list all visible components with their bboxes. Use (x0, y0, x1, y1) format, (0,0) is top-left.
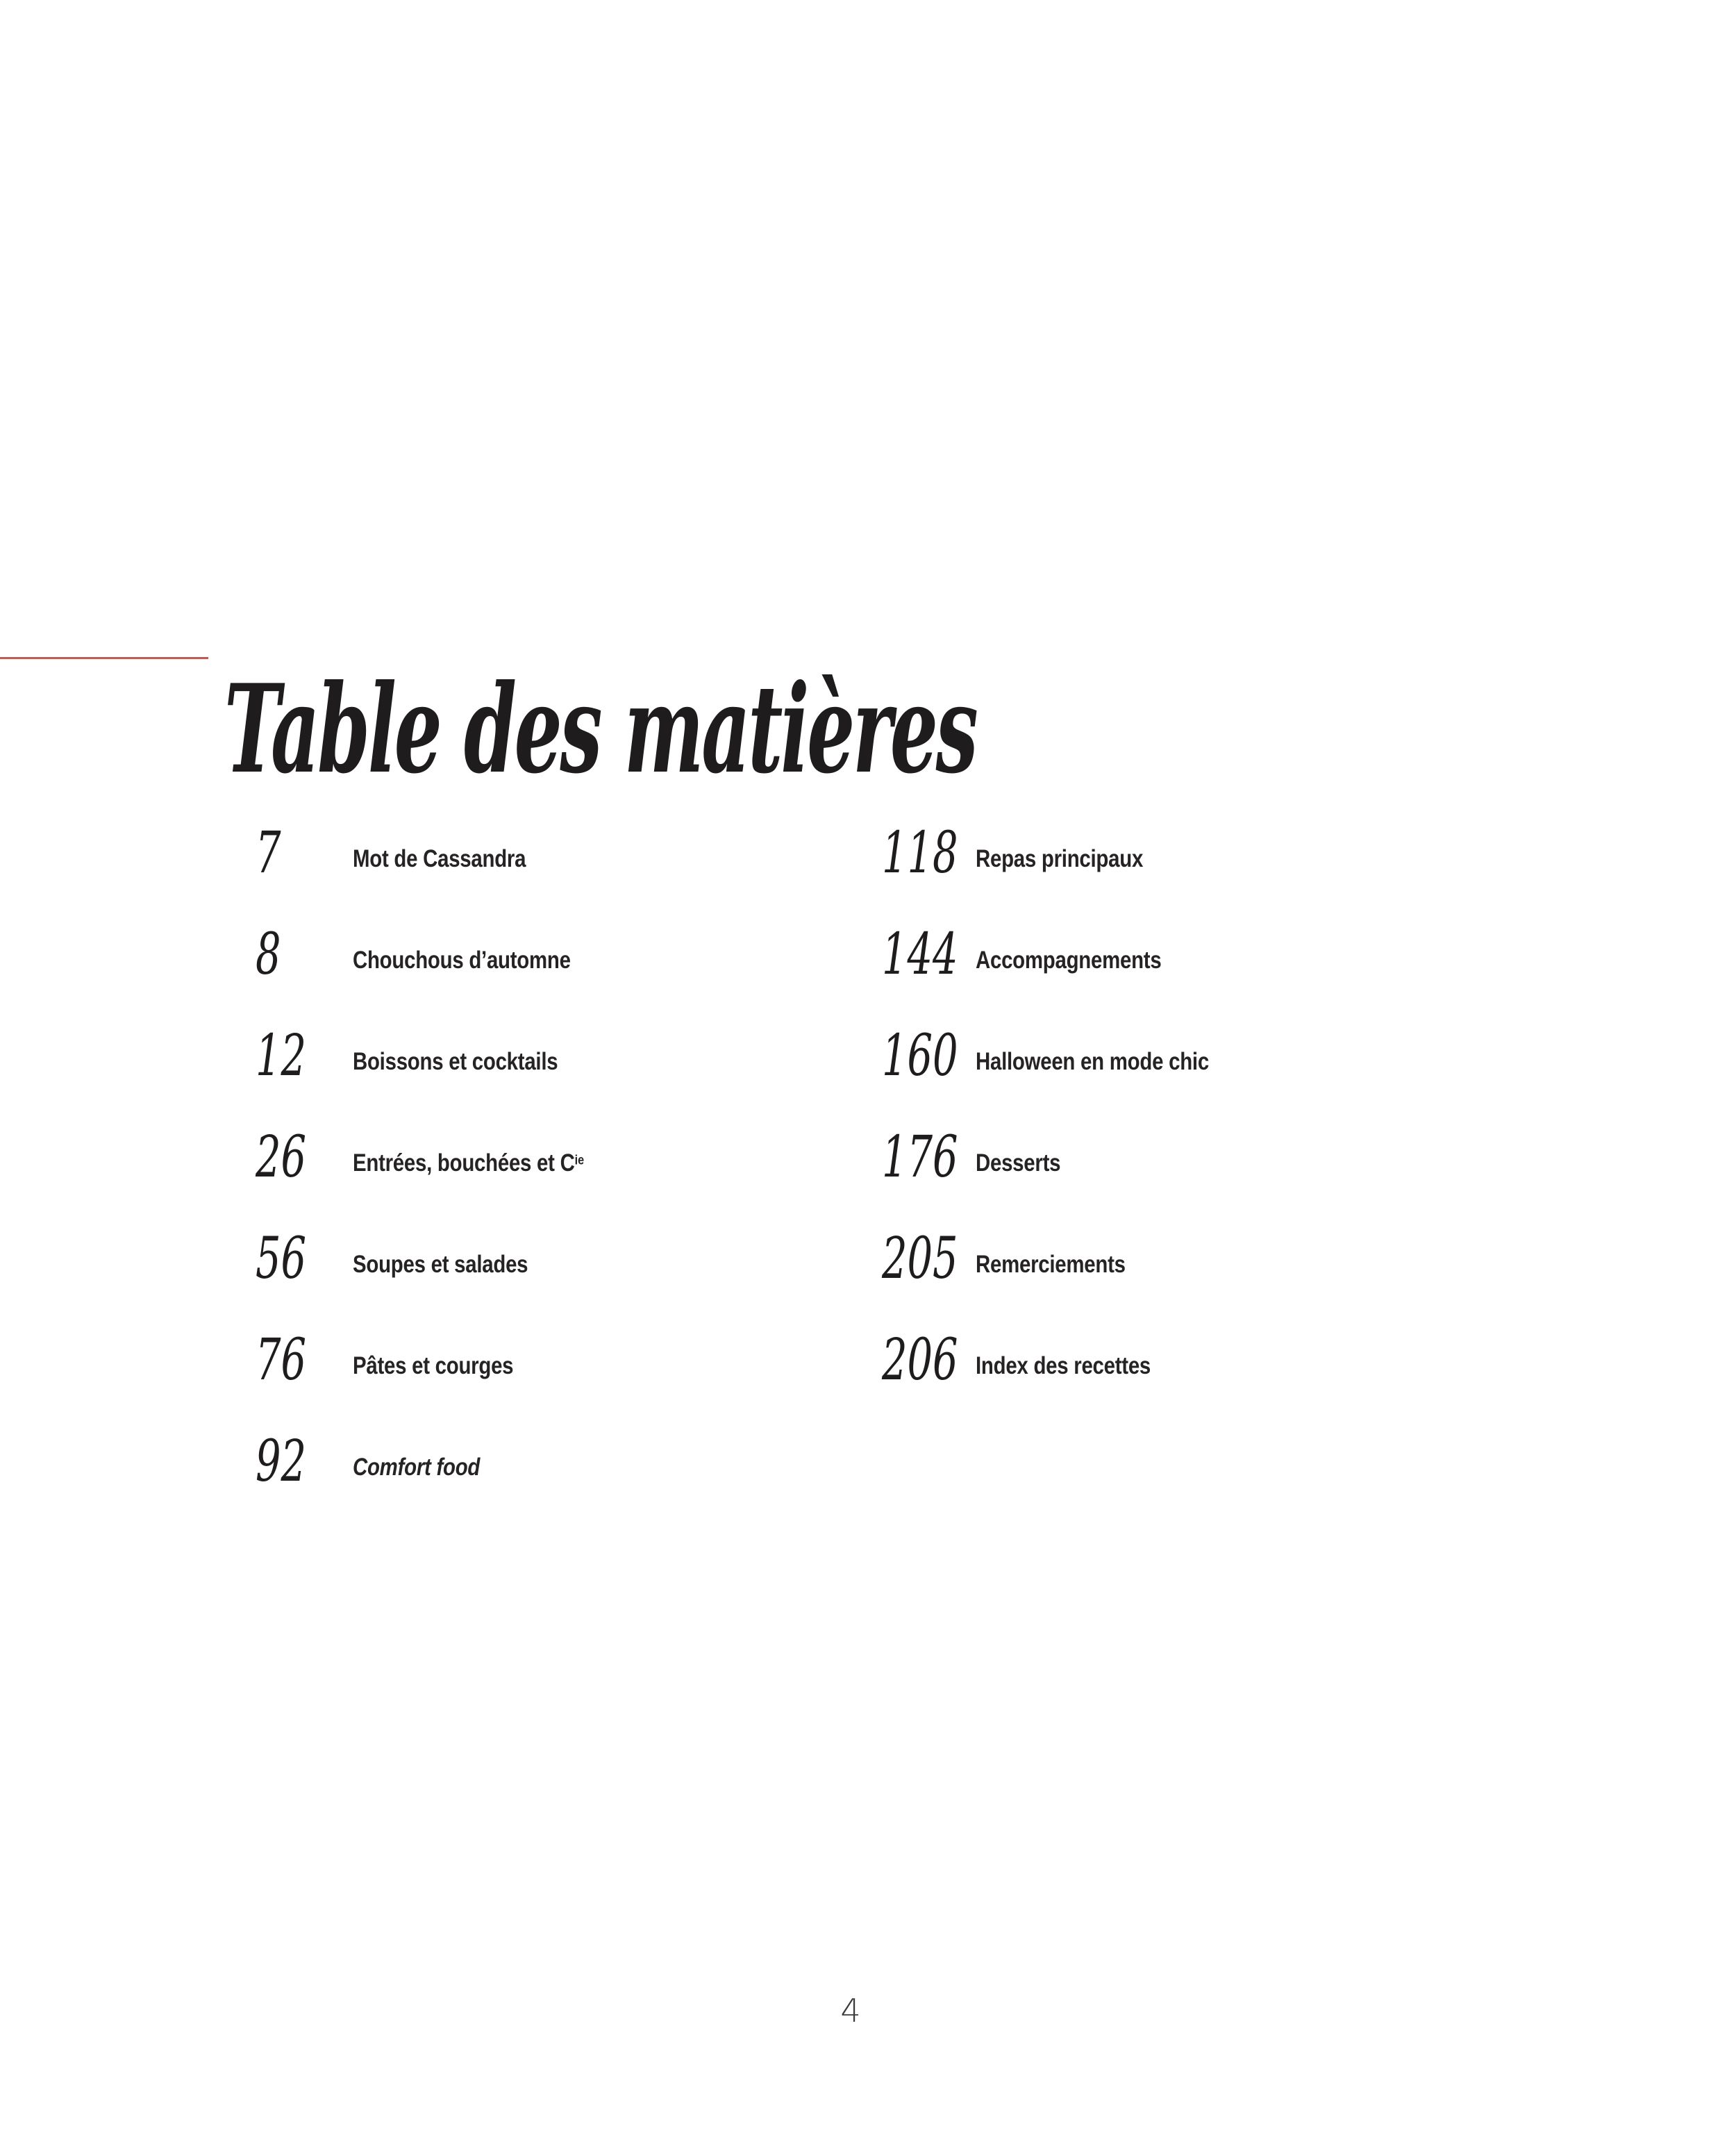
toc-left-column (256, 820, 628, 1529)
toc-entry (256, 820, 628, 921)
toc-entry-number: 176 (882, 1124, 958, 1190)
toc-entry-number: 7 (256, 820, 281, 886)
toc-entry-label: Pâtes et courges (353, 1352, 514, 1379)
toc-entry-number: 144 (882, 922, 958, 988)
toc-entry (882, 1124, 1253, 1225)
toc-entry (256, 1124, 628, 1225)
toc-entry-label: Boissons et cocktails (353, 1048, 558, 1075)
toc-entry-number: 160 (882, 1023, 958, 1089)
toc-entry (256, 1022, 628, 1124)
toc-entry-label: Halloween en mode chic (976, 1048, 1209, 1075)
toc-right-column (882, 820, 1253, 1428)
toc-entry (256, 1225, 628, 1327)
toc-entry-label: Remerciements (976, 1251, 1126, 1278)
toc-entry (882, 1327, 1253, 1428)
toc-entry-number: 118 (882, 820, 958, 886)
toc-entry (882, 921, 1253, 1022)
toc-entry-number: 92 (256, 1429, 307, 1495)
toc-entry-label: Accompagnements (976, 947, 1162, 974)
toc-entry-label: Soupes et salades (353, 1251, 528, 1278)
toc-entry (256, 921, 628, 1022)
toc-entry-number: 205 (882, 1226, 958, 1292)
toc-entry (882, 1225, 1253, 1327)
toc-entry-label-text: Entrées, bouchées et C (353, 1149, 575, 1177)
toc-entry-label: Index des recettes (976, 1352, 1151, 1379)
toc-entry-label (353, 1151, 584, 1175)
toc-entry-number: 56 (256, 1226, 307, 1292)
toc-entry-label: Chouchous d’automne (353, 947, 571, 974)
folio-page-number: 4 (840, 1992, 861, 2029)
toc-entry-number: 26 (256, 1124, 307, 1190)
toc-entry-number: 206 (882, 1327, 958, 1393)
toc-entry-number: 12 (256, 1023, 307, 1089)
toc-entry (256, 1327, 628, 1428)
accent-rule (0, 657, 208, 659)
toc-entry-number: 8 (256, 922, 281, 988)
toc-entry-number: 76 (256, 1327, 307, 1393)
toc-entry-label: Repas principaux (976, 845, 1144, 872)
toc-entry (882, 820, 1253, 921)
toc-entry-superscript: ie (574, 1153, 585, 1168)
toc-entry (882, 1022, 1253, 1124)
toc-entry-label: Mot de Cassandra (353, 845, 526, 872)
page-title: Table des matières (224, 658, 976, 801)
toc-entry-label: Desserts (976, 1149, 1061, 1177)
toc-entry (256, 1428, 628, 1529)
toc-entry-label: Comfort food (353, 1454, 481, 1481)
